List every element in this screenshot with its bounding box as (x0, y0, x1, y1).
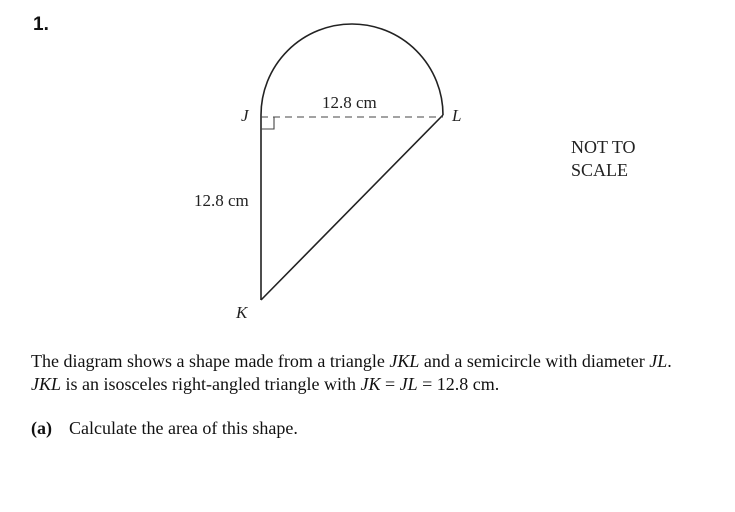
question-number: 1. (33, 14, 49, 35)
part-a-label: (a) (31, 418, 52, 438)
vertex-j-label: J (241, 106, 249, 125)
part-a (31, 418, 298, 439)
not-to-scale-note (571, 136, 636, 182)
edge-kl (261, 115, 443, 300)
body-line-1: The diagram shows a shape made from a triangle JKL and a semicircle with diameter JL. (31, 351, 672, 371)
vertex-l-label: L (452, 106, 462, 125)
not-to-scale-line-2: SCALE (571, 160, 629, 180)
part-a-text: Calculate the area of this shape. (69, 418, 298, 438)
length-jk-label: 12.8 cm (194, 191, 249, 210)
length-jl-label: 12.8 cm (322, 93, 377, 112)
right-angle-marker (261, 117, 274, 129)
question-body (31, 350, 731, 396)
not-to-scale-line-1: NOT TO (571, 137, 636, 157)
vertex-k-label: K (236, 303, 248, 322)
body-line-2: JKL is an isosceles right-angled triangle with JK = JL = 12.8 cm. (31, 374, 500, 394)
